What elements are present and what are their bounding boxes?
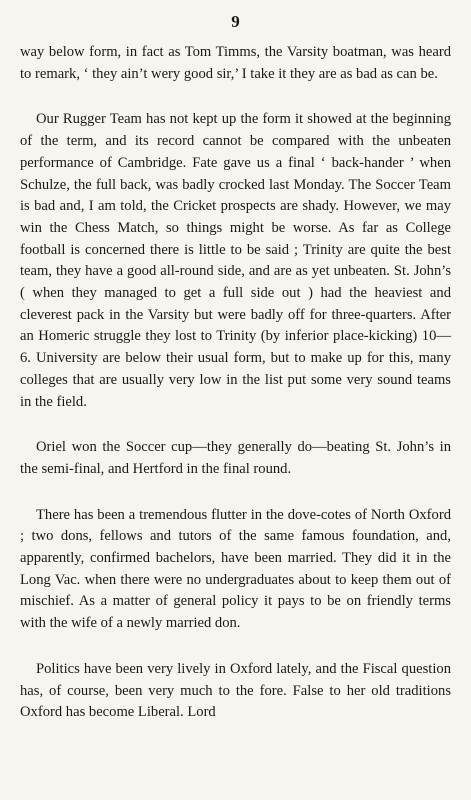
paragraph-rowing-form: way below form, in fact as Tom Timms, the Varsity boatman, was heard to remark, ‘ they ain’t wery good sir,’ I take it they are as bad as can be. <box>20 44 451 82</box>
page-number: 9 <box>231 12 240 31</box>
paragraph-soccer-cup: Oriel won the Soccer cup—they generally do—beating St. John’s in the semi-final, and Hertford in the final round. <box>20 439 451 477</box>
paragraph-north-oxford: There has been a tremendous flutter in the dove-cotes of North Oxford ; two dons, fellows and tutors of the same famous foundation, and, apparently, confirmed bachelors, have been married. They did it in the Long Vac. when there were no undergraduates about to keep them out of mischief. As a matter of general policy it pays to be on friendly terms with the wife of a newly married don. <box>20 506 451 632</box>
paragraph-politics: Politics have been very lively in Oxford lately, and the Fiscal question has, of course, been very much to the fore. False to her old traditions Oxford has become Liberal. Lord <box>20 660 451 721</box>
paragraph-rugger-team: Our Rugger Team has not kept up the form it showed at the beginning of the term, and its record cannot be compared with the unbeaten performance of Cambridge. Fate gave us a final ‘ back-hander ’ when Schulze, the full back, was badly crocked last Monday. The Soccer Team is bad and, I am told, the Cricket prospects are shady. However, we may win the Chess Match, so things might be worse. As far as College football is concerned there is little to be said ; Trinity are quite the best team, they have a good all-round side, and are as yet unbeaten. St. John’s ( when they managed to get a full side out ) had the heaviest and cleverest pack in the Varsity but were badly off for three-quarters. After an Homeric struggle they lost to Trinity (by inferior place-kicking) 10—6. University are below their usual form, but to make up for this, many colleges that are usually very low in the list put some very sound teams in the field. <box>20 111 451 410</box>
